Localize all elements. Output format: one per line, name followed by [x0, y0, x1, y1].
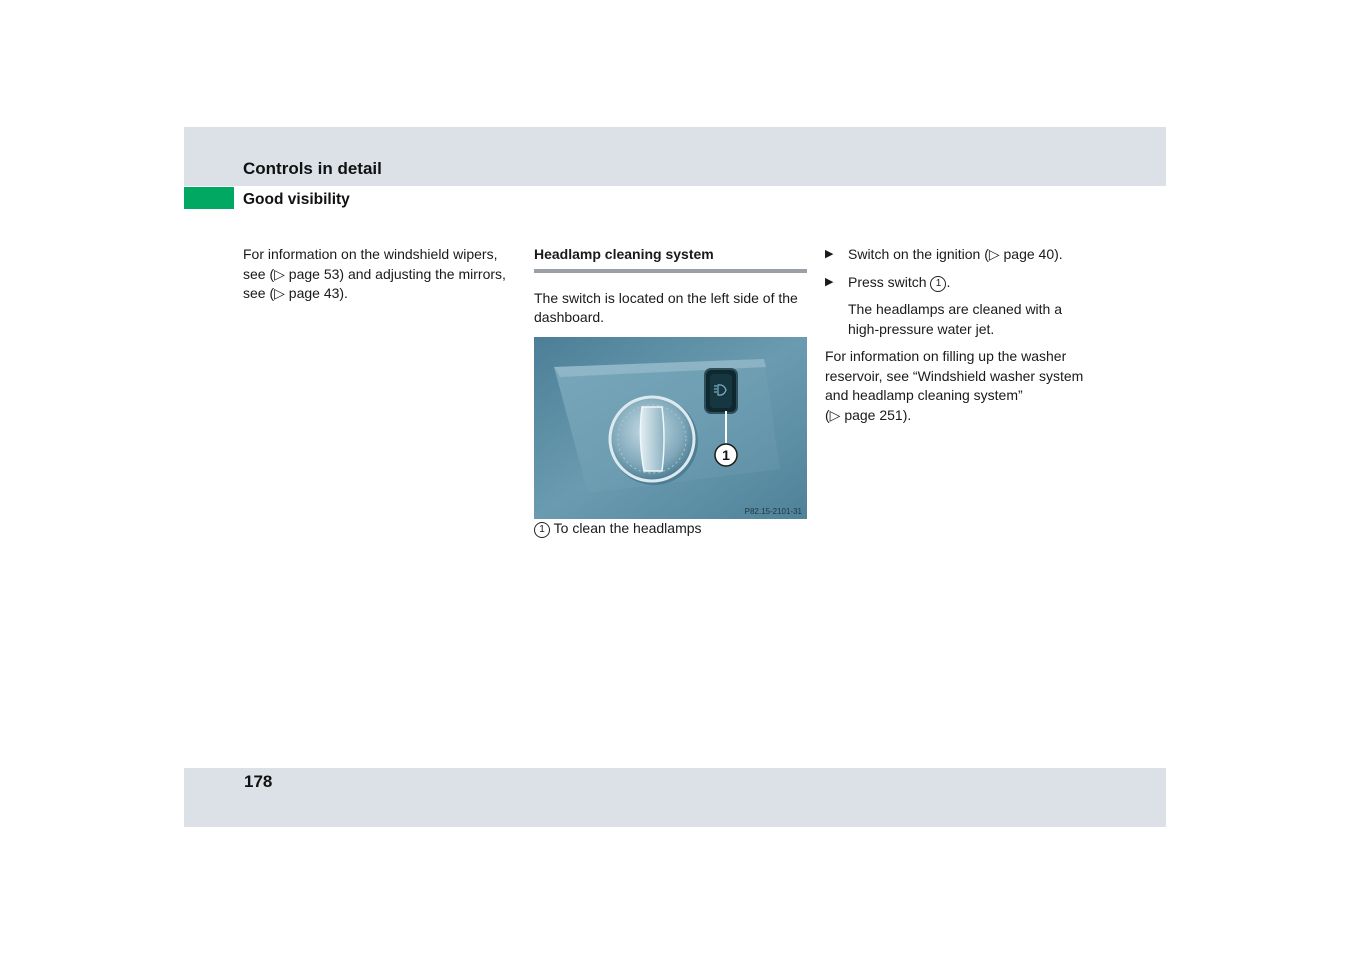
step-item [825, 245, 1115, 265]
info-line: reservoir, see “Windshield washer system [825, 367, 1084, 384]
intro-column [243, 245, 518, 304]
body-line: dashboard. [534, 309, 605, 325]
intro-line: see (▷ page 43). [243, 285, 348, 301]
step-text-end: . [946, 273, 951, 290]
knob-grip [640, 407, 664, 471]
step-item [825, 273, 1115, 293]
headlamp-heading: Headlamp cleaning system [534, 245, 807, 273]
step-switch-number: 1 [930, 276, 946, 292]
caption-number: 1 [534, 522, 550, 538]
headlamp-column [534, 245, 807, 538]
subsection-title: Good visibility [243, 191, 350, 208]
step-bullet-icon: ▶ [825, 275, 834, 288]
switch-face [710, 374, 732, 408]
figure-caption [534, 519, 807, 539]
instructions-column [825, 245, 1115, 425]
body-line: The switch is located on the left side of the [534, 289, 798, 306]
section-color-marker [184, 187, 234, 209]
callout-number: 1 [722, 446, 730, 463]
intro-paragraph [243, 245, 518, 304]
step-bullet-icon: ▶ [825, 248, 834, 260]
step-result [825, 300, 1115, 339]
section-title: Controls in detail [243, 159, 382, 178]
switch-location-paragraph [534, 289, 807, 328]
result-line: high-pressure water jet. [848, 320, 995, 337]
washer-info-paragraph [825, 347, 1115, 425]
info-line: and headlamp cleaning system” [825, 387, 1023, 403]
page-number: 178 [244, 772, 273, 791]
footer-band [184, 768, 1166, 827]
intro-line: For information on the windshield wipers, [243, 246, 498, 262]
step-text: Press switch [848, 273, 931, 290]
info-line: (▷ page 251). [825, 406, 912, 423]
caption-text: To clean the headlamps [553, 519, 702, 536]
result-line: The headlamps are cleaned with a [848, 301, 1063, 317]
step-text: Switch on the ignition (▷ page 40). [848, 246, 1063, 262]
figure-code: P82.15-2101-31 [744, 506, 802, 516]
headlamp-switch-photo [534, 337, 807, 519]
intro-line: see (▷ page 53) and adjusting the mirrors, [243, 265, 506, 282]
info-line: For information on filling up the washer [825, 348, 1067, 364]
